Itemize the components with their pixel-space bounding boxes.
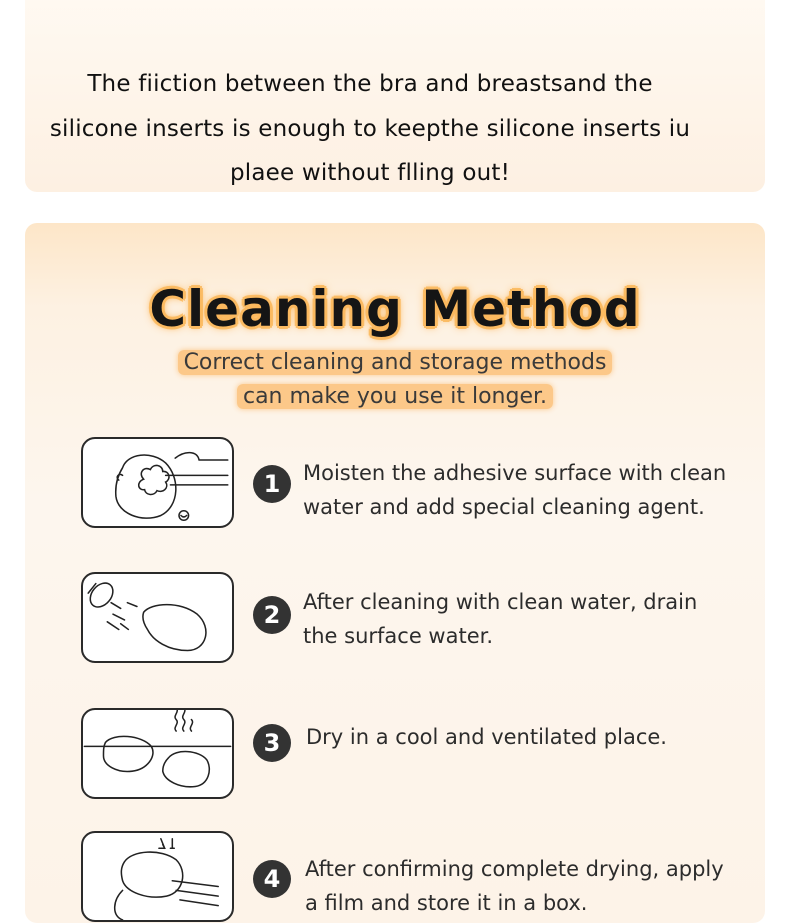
- step-3-badge: 3: [253, 724, 291, 762]
- friction-note: The fiiction between the bra and breastsand the silicone inserts is enough to keepthe silicone inserts iu plaee without flling out!: [49, 71, 691, 186]
- step-2-text: After cleaning with clean water, drain the surface water.: [303, 590, 698, 648]
- step-4-badge: 4: [253, 860, 291, 898]
- step-3-text: Dry in a cool and ventilated place.: [306, 725, 667, 749]
- subtitle-line-1-text: Correct cleaning and storage methods: [178, 350, 613, 375]
- step-1-text: Moisten the adhesive surface with clean water and add special cleaning agent.: [303, 461, 727, 519]
- subtitle-line-2-text: can make you use it longer.: [237, 384, 553, 409]
- drying-inserts-icon: [81, 708, 234, 799]
- step-4-text: After confirming complete drying, apply a film and store it in a box.: [305, 857, 724, 915]
- step-2-badge: 2: [253, 596, 291, 634]
- apply-film-icon: [81, 831, 234, 922]
- step-1-badge: 1: [253, 465, 291, 503]
- section-title: Cleaning Method: [149, 280, 641, 338]
- subtitle-line-2: [0, 384, 790, 409]
- shower-rinse-icon: [81, 572, 234, 663]
- subtitle-line-1: [0, 350, 790, 375]
- washing-insert-icon: [81, 437, 234, 528]
